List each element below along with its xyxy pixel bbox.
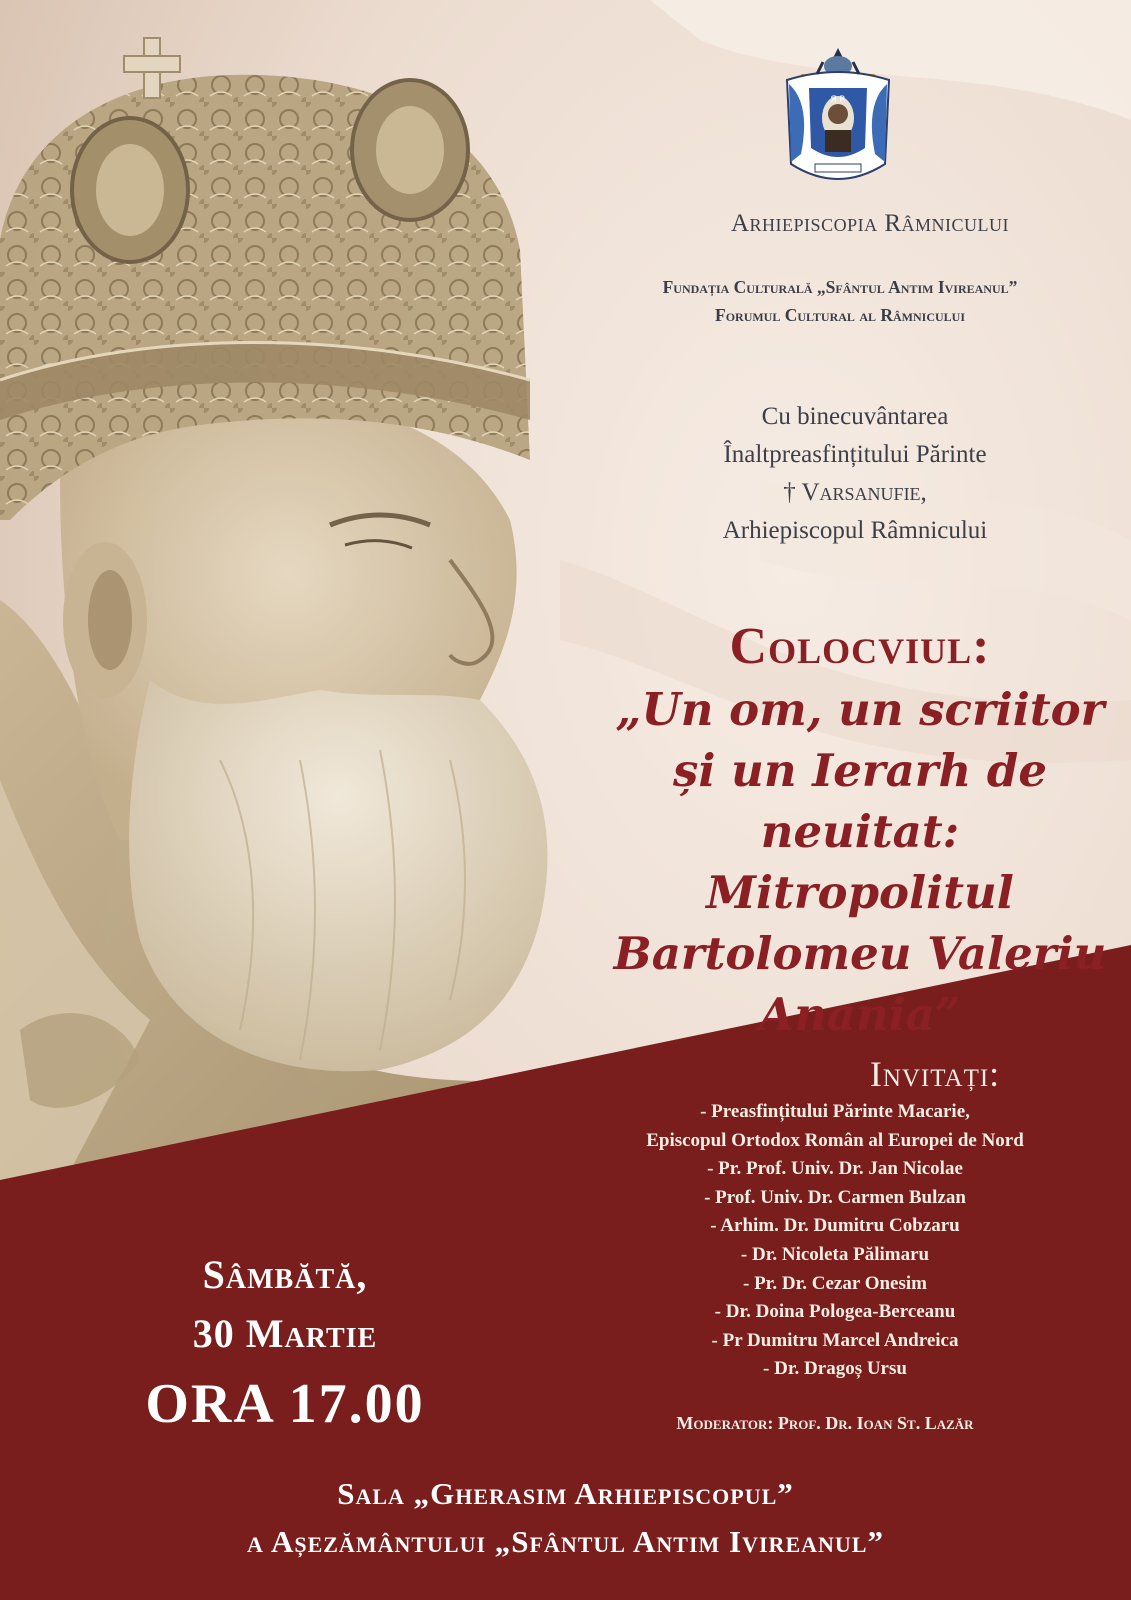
event-title-block: [600, 615, 1120, 1045]
blessing-line-1: Cu binecuvântarea: [761, 403, 949, 430]
guest-item: - Dr. Doina Pologea-Berceanu: [714, 1301, 956, 1323]
schedule-block: [60, 1250, 510, 1440]
moderator-line: Moderator: Prof. Dr. Ioan St. Lazăr: [676, 1413, 974, 1433]
blessing-line-2: Înaltpreasfințitului Părinte: [723, 441, 987, 468]
guest-item: - Arhim. Dr. Dumitru Cobzaru: [710, 1215, 960, 1237]
guest-item: - Pr. Prof. Univ. Dr. Jan Nicolae: [707, 1158, 963, 1180]
guest-item: - Prof. Univ. Dr. Carmen Bulzan: [704, 1186, 966, 1208]
venue-block: [20, 1470, 1111, 1566]
event-title-line: Bartolomeu Valeriu: [613, 927, 1107, 980]
event-day: Sâmbătă,: [202, 1252, 368, 1297]
guest-item: - Dr. Dragoș Ursu: [763, 1358, 907, 1380]
event-title-line: și un Ierarh de: [673, 744, 1047, 797]
foundation-name: Fundația Culturală „Sfântul Antim Ivireanul”: [662, 277, 1018, 297]
svg-text:Я R: Я R: [830, 95, 846, 105]
guests-heading: Invitați:: [869, 1054, 1001, 1094]
institution-name: Arhiepiscopia Râmnicului: [731, 210, 1009, 237]
guest-item: - Dr. Nicoleta Pălimaru: [740, 1243, 930, 1265]
event-title-line: neuitat: Mitropolitul: [706, 805, 1014, 919]
guest-item: Episcopul Ortodox Român al Europei de Nord: [646, 1129, 1024, 1151]
forum-name: Forumul Cultural al Râmnicului: [715, 305, 965, 325]
blessing-line-4: Arhiepiscopul Râmnicului: [722, 517, 988, 544]
organizers-block: [560, 273, 1120, 329]
guest-item: - Preasfințitului Părinte Macarie,: [700, 1101, 970, 1122]
event-title-line: „Un om, un scriitor: [615, 683, 1105, 736]
event-date: 30 Martie: [192, 1311, 378, 1356]
guests-list: [570, 1098, 1100, 1384]
blessing-block: [630, 398, 1080, 550]
venue-line-1: Sala „Gherasim Arhiepiscopul”: [337, 1476, 794, 1511]
guest-item: - Pr. Dr. Cezar Onesim: [743, 1272, 927, 1294]
archdiocese-crest-icon: [781, 44, 895, 194]
event-title-line: Anania”: [759, 988, 961, 1041]
event-title: [600, 679, 1120, 1045]
venue-line-2: a Așezământului „Sfântul Antim Ivireanul”: [247, 1524, 884, 1559]
event-time: ORA 17.00: [145, 1373, 425, 1435]
guest-item: - Pr Dumitru Marcel Andreica: [711, 1329, 959, 1351]
blessing-line-3: † Varsanufie,: [783, 479, 927, 506]
event-label: Colocviul:: [729, 618, 991, 675]
